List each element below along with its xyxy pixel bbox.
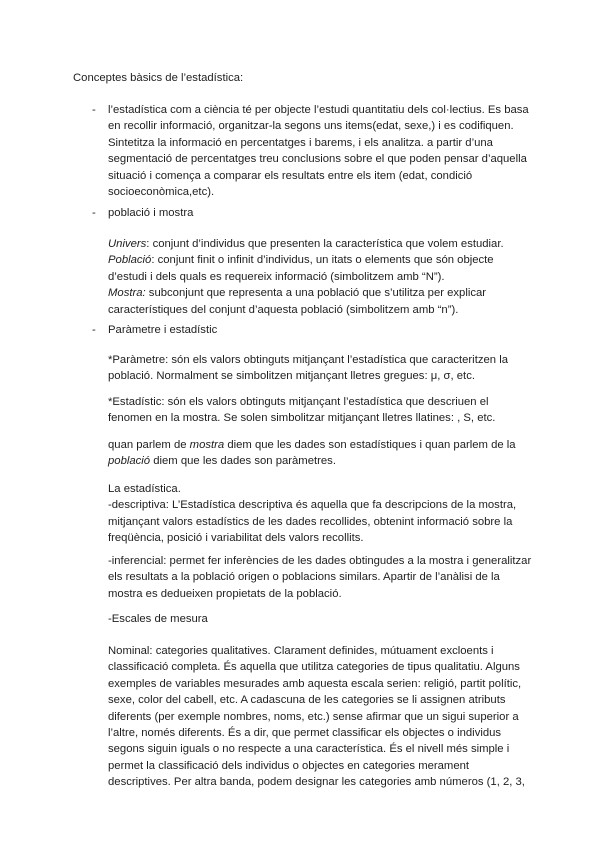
page-title: Conceptes bàsics de l’estadística:: [73, 72, 244, 84]
definition-mostra: Mostra: subconjunt que representa a una població que s’utilitza per explicar: [108, 287, 487, 300]
text-line: descriptives. Per altra banda, podem designar les categories amb números (1, 2, 3,: [108, 776, 525, 789]
text-line: característiques del conjunt d’aquesta població (simbolitzem amb “n”).: [108, 303, 459, 316]
text-line: classificació completa. És aquella que utilitza categories de tipus qualitatiu. Alguns: [108, 661, 520, 674]
definitions-block: [108, 236, 528, 318]
text-line: -descriptiva: L’Estadística descriptiva és aquella que fa descripcions de la mostra,: [108, 499, 517, 512]
text-line: freqüència, posició i variabilitat dels valors recollits.: [108, 532, 364, 545]
text-line: població. Normalment se simbolitzen mitjançant lletres gregues: μ, σ, etc.: [108, 370, 475, 383]
text-line: permet la classificació dels individus o objectes en categories merament: [108, 759, 470, 772]
text-line: La estadística.: [108, 483, 181, 495]
text-line: sexe, color del cabell, etc. A cadascuna de les categories se li assignen atributs: [108, 694, 506, 707]
inferencial-paragraph: [108, 553, 532, 602]
text-line: l’estadística com a ciència té per objecte l’estudi quantitatiu dels col·lectius. Es basa: [108, 104, 529, 116]
text-line: l’altre, només diferents. És a dir, que permet classificar els objectes o individus: [108, 727, 502, 740]
text-line: *Estadístic: són els valors obtinguts mitjançant l’estadística que descriuen el: [108, 396, 489, 408]
text-line: mitjançant valors estadístics de les dades recollides, obtenint informació sobre la: [108, 515, 513, 528]
section-estadistica-definition: [108, 102, 528, 200]
text-line: socioeconòmica,etc).: [108, 186, 215, 199]
nominal-paragraph: [108, 643, 528, 791]
text-line: segmentació de percentatges treu conclusions sobre el que poden pensar d’aquella: [108, 153, 527, 166]
escales-heading: -Escales de mesura: [108, 613, 208, 625]
definition-poblacio: Població: conjunt finit o infinit d’individus, un itats o elements que són objecte: [108, 254, 494, 267]
bullet-marker: -: [92, 207, 96, 219]
text-line: d’estudi i dels quals es requereix informació (simbolitzem amb “N”).: [108, 270, 445, 283]
term-poblacio: Població: [108, 254, 152, 267]
term-poblacio-italic: població: [108, 455, 151, 468]
text-line: els resultats a la població origen o poblacions similars. Apartir de l’anàlisi de la: [108, 571, 500, 584]
text-line: -inferencial: permet fer inferències de les dades obtingudes a la mostra i generalitzar: [108, 555, 532, 567]
text-line: Sintetitza la informació en percentatges i barems, i els analitza. a partir d’una: [108, 136, 493, 149]
term-mostra: Mostra:: [108, 287, 146, 300]
text-line: diferents (per exemple nombres, noms, etc.) sense afirmar que un sigui superior a: [108, 710, 519, 723]
parametre-paragraph: [108, 352, 528, 385]
bullet-marker: -: [92, 324, 96, 336]
text-line: segons siguin iguals o no respecte a una característica. És el nivell més simple i: [108, 743, 510, 756]
section-heading-poblacio-mostra: població i mostra: [108, 207, 194, 219]
text-line: Nominal: categories qualitatives. Clarament definides, mútuament excloents i: [108, 645, 494, 657]
term-univers: Univers: [108, 238, 147, 250]
text-line: població diem que les dades son paràmetres.: [108, 455, 336, 468]
mostra-poblacio-paragraph: [108, 437, 528, 470]
text-line: situació i comença a comparar els resultats entre els item (edat, condició: [108, 169, 473, 182]
text-line: fenomen en la mostra. Se solen simbolitzar mitjançant lletres llatines: , S, etc.: [108, 412, 496, 425]
text-line: mostra es dedueixen propietats de la població.: [108, 587, 342, 600]
text-line: quan parlem de mostra diem que les dades son estadístiques i quan parlem de la: [108, 439, 516, 451]
text-line: en recollir informació, organitzar-la segons uns items(edat, sexe,) i es codifiquen.: [108, 120, 514, 133]
term-mostra-italic: mostra: [189, 439, 225, 451]
descriptiva-paragraph: [108, 481, 528, 547]
section-heading-parametre: Paràmetre i estadístic: [108, 324, 218, 336]
text-line: exemples de variables mesurades amb aquesta escala serien: religió, partit polític,: [108, 677, 522, 690]
bullet-marker: -: [92, 104, 96, 116]
definition-univers: Univers: conjunt d’individus que presenten la característica que volem estudiar.: [108, 238, 504, 250]
text-line: *Paràmetre: són els valors obtinguts mitjançant l’estadística que caracteritzen la: [108, 354, 508, 366]
estadistic-paragraph: [108, 394, 528, 427]
